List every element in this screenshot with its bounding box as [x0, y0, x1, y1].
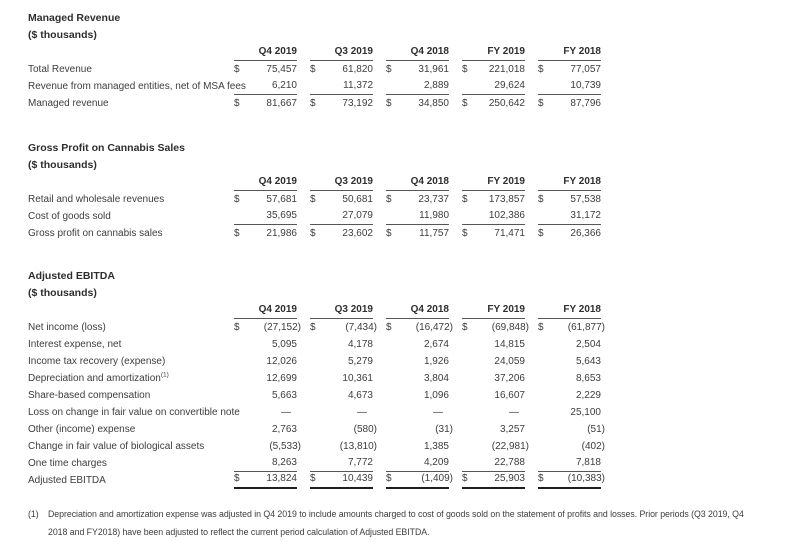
- table-managed-revenue: [28, 10, 785, 112]
- table-row: [28, 421, 785, 438]
- value-cell: [386, 387, 449, 404]
- cell-value: (61,877): [567, 322, 605, 333]
- footnote-text: Depreciation and amortization expense was adjusted in Q4 2019 to include amounts charged to cost of goods sold on the statement of profits and losses. Prior periods (Q3 2019, Q4 2018 and FY2018) have been adjusted to reflect the current period calculation of Adjusted EBITDA.: [48, 509, 744, 537]
- row-label: Adjusted EBITDA: [28, 475, 106, 486]
- value-cell: [538, 225, 601, 242]
- column-header-label: FY 2019: [487, 46, 525, 57]
- value-cell: [310, 336, 373, 353]
- cell-value: 11,372: [343, 80, 373, 91]
- dollar-sign: $: [538, 98, 544, 109]
- value-cell: [462, 95, 525, 112]
- value-cell: [538, 208, 601, 225]
- value-cell: [234, 370, 297, 387]
- value-cell: [538, 78, 601, 95]
- value-cell: [462, 455, 525, 472]
- value-cell: [310, 370, 373, 387]
- row-label: One time charges: [28, 458, 107, 469]
- row-label: Loss on change in fair value on convertible note: [28, 407, 240, 418]
- value-cell: [538, 404, 601, 421]
- table-title: Adjusted EBITDA: [28, 270, 115, 282]
- cell-value: 102,386: [488, 210, 525, 221]
- table-gross-profit-on-cannabis-sales: [28, 140, 785, 242]
- value-cell: [538, 455, 601, 472]
- cell-value: 6,210: [271, 80, 297, 91]
- column-header-label: FY 2019: [487, 176, 525, 187]
- row-label-spacer: [28, 302, 221, 319]
- column-header-label: Q4 2018: [410, 304, 449, 315]
- cell-value: 77,057: [570, 64, 601, 75]
- column-header-label: Q3 2019: [334, 304, 373, 315]
- cell-value: 4,178: [347, 339, 373, 350]
- cell-value: 4,209: [423, 457, 449, 468]
- cell-value: (27,152): [263, 322, 301, 333]
- dollar-sign: $: [234, 322, 240, 333]
- cell-value: 250,642: [488, 98, 525, 109]
- dollar-sign: $: [538, 194, 544, 205]
- cell-value: 2,504: [575, 339, 601, 350]
- table-row: [28, 404, 785, 421]
- cell-value: 10,439: [342, 473, 373, 484]
- value-cell: [310, 191, 373, 208]
- value-cell: [234, 208, 297, 225]
- cell-value: 35,695: [266, 210, 297, 221]
- dollar-sign: $: [538, 228, 544, 239]
- value-cell: [310, 404, 373, 421]
- value-cell: [386, 421, 453, 438]
- value-cell: [234, 61, 297, 78]
- value-cell: [386, 438, 449, 455]
- row-label: Managed revenue: [28, 98, 109, 109]
- value-cell: [538, 370, 601, 387]
- value-cell: [386, 370, 449, 387]
- row-label: Net income (loss): [28, 322, 106, 333]
- table-title: Managed Revenue: [28, 12, 121, 24]
- cell-value: —: [281, 407, 291, 418]
- cell-value: (22,981): [491, 441, 529, 452]
- table-row: [28, 336, 785, 353]
- cell-value: (13,810): [339, 441, 377, 452]
- cell-value: 10,739: [570, 80, 601, 91]
- dollar-sign: $: [538, 473, 544, 484]
- table-row: [28, 472, 785, 489]
- dollar-sign: $: [310, 473, 316, 484]
- table-subtitle: ($ thousands): [28, 159, 97, 171]
- value-cell: [234, 336, 297, 353]
- dollar-sign: $: [234, 98, 240, 109]
- cell-value: 1,096: [423, 390, 449, 401]
- value-cell: [538, 353, 601, 370]
- column-header: [234, 174, 297, 191]
- column-header: [310, 44, 373, 61]
- value-cell: [462, 191, 525, 208]
- header-row: [28, 174, 785, 191]
- value-cell: [234, 191, 297, 208]
- dollar-sign: $: [462, 322, 468, 333]
- table-row: [28, 353, 785, 370]
- column-header: [462, 302, 525, 319]
- column-header-label: Q3 2019: [334, 46, 373, 57]
- column-header: [310, 174, 373, 191]
- row-label: Revenue from managed entities, net of MSA fees: [28, 81, 246, 92]
- value-cell: [386, 336, 449, 353]
- table-row: [28, 438, 785, 455]
- value-cell: [234, 472, 297, 489]
- value-cell: [234, 387, 297, 404]
- value-cell: [386, 319, 453, 336]
- cell-value: 21,986: [266, 228, 297, 239]
- cell-value: 1,926: [423, 356, 449, 367]
- cell-value: 34,850: [418, 98, 449, 109]
- table-row: [28, 208, 785, 225]
- value-cell: [310, 78, 373, 95]
- value-cell: [310, 61, 373, 78]
- value-cell: [462, 421, 525, 438]
- cell-value: 71,471: [494, 228, 525, 239]
- cell-value: 22,788: [494, 457, 525, 468]
- value-cell: [462, 438, 529, 455]
- row-label: Gross profit on cannabis sales: [28, 228, 163, 239]
- column-header-label: FY 2018: [563, 304, 601, 315]
- cell-value: (10,383): [567, 473, 605, 484]
- value-cell: [310, 421, 377, 438]
- table-row: [28, 191, 785, 208]
- column-header-label: Q4 2018: [410, 46, 449, 57]
- cell-value: 7,818: [575, 457, 601, 468]
- value-cell: [386, 455, 449, 472]
- cell-value: 24,059: [494, 356, 525, 367]
- value-cell: [234, 225, 297, 242]
- header-row: [28, 302, 785, 319]
- row-label: Share-based compensation: [28, 390, 151, 401]
- table-row: [28, 370, 785, 387]
- cell-value: 5,663: [271, 390, 297, 401]
- cell-value: 31,961: [418, 64, 449, 75]
- column-header-label: FY 2018: [563, 46, 601, 57]
- dollar-sign: $: [310, 194, 316, 205]
- value-cell: [310, 455, 373, 472]
- row-label: Income tax recovery (expense): [28, 356, 166, 367]
- value-cell: [234, 404, 297, 421]
- header-row: [28, 44, 785, 61]
- cell-value: —: [433, 407, 443, 418]
- cell-value: 75,457: [266, 64, 297, 75]
- dollar-sign: $: [234, 64, 240, 75]
- value-cell: [310, 472, 373, 489]
- value-cell: [234, 455, 297, 472]
- column-header-label: Q3 2019: [334, 176, 373, 187]
- value-cell: [234, 95, 297, 112]
- value-cell: [310, 208, 373, 225]
- value-cell: [538, 95, 601, 112]
- table-row: [28, 225, 785, 242]
- value-cell: [386, 208, 449, 225]
- row-label: Retail and wholesale revenues: [28, 194, 165, 205]
- dollar-sign: $: [462, 64, 468, 75]
- dollar-sign: $: [386, 98, 392, 109]
- value-cell: [462, 387, 525, 404]
- table-row: [28, 78, 785, 95]
- value-cell: [310, 225, 373, 242]
- cell-value: 221,018: [488, 64, 525, 75]
- cell-value: (7,434): [345, 322, 377, 333]
- value-cell: [234, 421, 297, 438]
- cell-value: (1,409): [421, 473, 453, 484]
- value-cell: [310, 387, 373, 404]
- column-header-label: Q4 2018: [410, 176, 449, 187]
- cell-value: 3,257: [499, 424, 525, 435]
- value-cell: [234, 78, 297, 95]
- value-cell: [310, 438, 377, 455]
- table-row: [28, 455, 785, 472]
- dollar-sign: $: [386, 322, 392, 333]
- cell-value: 57,538: [570, 194, 601, 205]
- dollar-sign: $: [462, 228, 468, 239]
- value-cell: [462, 319, 529, 336]
- cell-value: 7,772: [347, 457, 373, 468]
- cell-value: —: [357, 407, 367, 418]
- dollar-sign: $: [310, 98, 316, 109]
- row-label-spacer: [28, 174, 221, 191]
- cell-value: 73,192: [342, 98, 373, 109]
- value-cell: [386, 472, 453, 489]
- dollar-sign: $: [462, 98, 468, 109]
- column-header: [386, 44, 449, 61]
- value-cell: [386, 353, 449, 370]
- table-subtitle: ($ thousands): [28, 29, 97, 41]
- cell-value: 50,681: [342, 194, 373, 205]
- column-header-label: FY 2019: [487, 304, 525, 315]
- cell-value: 3,804: [423, 373, 449, 384]
- row-label: Total Revenue: [28, 64, 92, 75]
- cell-value: 8,653: [575, 373, 601, 384]
- cell-value: (51): [587, 424, 605, 435]
- cell-value: 5,279: [347, 356, 373, 367]
- dollar-sign: $: [386, 228, 392, 239]
- cell-value: 57,681: [266, 194, 297, 205]
- cell-value: 2,763: [271, 424, 297, 435]
- cell-value: 11,980: [419, 210, 449, 221]
- value-cell: [462, 353, 525, 370]
- value-cell: [386, 404, 449, 421]
- row-label: Change in fair value of biological assets: [28, 441, 205, 452]
- cell-value: 4,673: [347, 390, 373, 401]
- cell-value: 61,820: [342, 64, 373, 75]
- value-cell: [538, 472, 605, 489]
- column-header: [234, 44, 297, 61]
- value-cell: [386, 191, 449, 208]
- table-row: [28, 387, 785, 404]
- cell-value: 37,206: [494, 373, 525, 384]
- cell-value: 5,095: [271, 339, 297, 350]
- value-cell: [538, 387, 601, 404]
- cell-value: 23,602: [342, 228, 373, 239]
- cell-value: 2,674: [423, 339, 449, 350]
- value-cell: [386, 78, 449, 95]
- value-cell: [462, 404, 525, 421]
- cell-value: (580): [353, 424, 377, 435]
- column-header: [386, 174, 449, 191]
- cell-value: 13,824: [266, 473, 297, 484]
- cell-value: 11,757: [419, 228, 449, 239]
- dollar-sign: $: [462, 473, 468, 484]
- value-cell: [538, 191, 601, 208]
- dollar-sign: $: [538, 322, 544, 333]
- cell-value: 27,079: [342, 210, 373, 221]
- dollar-sign: $: [234, 473, 240, 484]
- column-header-label: Q4 2019: [258, 46, 297, 57]
- value-cell: [462, 78, 525, 95]
- value-cell: [310, 319, 377, 336]
- dollar-sign: $: [234, 194, 240, 205]
- cell-value: 81,667: [266, 98, 297, 109]
- table-subtitle: ($ thousands): [28, 287, 97, 299]
- table-adjusted-ebitda: [28, 268, 785, 489]
- row-label: Cost of goods sold: [28, 211, 111, 222]
- footnote-ref: (1): [160, 371, 169, 379]
- value-cell: [538, 336, 601, 353]
- value-cell: [462, 61, 525, 78]
- column-header: [538, 174, 601, 191]
- value-cell: [386, 95, 449, 112]
- cell-value: (31): [435, 424, 453, 435]
- value-cell: [462, 336, 525, 353]
- dollar-sign: $: [386, 473, 392, 484]
- cell-value: 2,229: [575, 390, 601, 401]
- table-row: [28, 61, 785, 78]
- cell-value: (5,533): [269, 441, 301, 452]
- cell-value: 25,903: [494, 473, 525, 484]
- cell-value: (69,848): [491, 322, 529, 333]
- column-header: [310, 302, 373, 319]
- column-header: [538, 44, 601, 61]
- cell-value: 31,172: [570, 210, 601, 221]
- footnote: [28, 505, 785, 541]
- column-header-label: FY 2018: [563, 176, 601, 187]
- dollar-sign: $: [462, 194, 468, 205]
- dollar-sign: $: [310, 64, 316, 75]
- cell-value: —: [509, 407, 519, 418]
- row-label: Depreciation and amortization$^{(1)}$: [28, 371, 169, 384]
- cell-value: 8,263: [271, 457, 297, 468]
- dollar-sign: $: [386, 64, 392, 75]
- tables-container: [28, 10, 785, 489]
- cell-value: 12,699: [266, 373, 297, 384]
- cell-value: 1,385: [423, 441, 449, 452]
- value-cell: [462, 472, 525, 489]
- value-cell: [538, 438, 605, 455]
- column-header: [462, 174, 525, 191]
- footnote-marker: (1): [28, 509, 39, 519]
- cell-value: 10,361: [342, 373, 373, 384]
- value-cell: [234, 438, 301, 455]
- column-header-label: Q4 2019: [258, 176, 297, 187]
- row-label: Other (income) expense: [28, 424, 136, 435]
- column-header: [538, 302, 601, 319]
- cell-value: 2,889: [423, 80, 449, 91]
- value-cell: [538, 319, 605, 336]
- cell-value: 14,815: [494, 339, 525, 350]
- cell-value: (16,472): [415, 322, 453, 333]
- dollar-sign: $: [310, 322, 316, 333]
- table-row: [28, 95, 785, 112]
- value-cell: [538, 421, 605, 438]
- value-cell: [234, 319, 301, 336]
- cell-value: 173,857: [488, 194, 525, 205]
- cell-value: 12,026: [266, 356, 297, 367]
- column-header-label: Q4 2019: [258, 304, 297, 315]
- column-header: [462, 44, 525, 61]
- value-cell: [310, 353, 373, 370]
- dollar-sign: $: [538, 64, 544, 75]
- column-header: [234, 302, 297, 319]
- cell-value: (402): [581, 441, 605, 452]
- dollar-sign: $: [386, 194, 392, 205]
- dollar-sign: $: [310, 228, 316, 239]
- cell-value: 5,643: [575, 356, 601, 367]
- value-cell: [462, 208, 525, 225]
- cell-value: 87,796: [570, 98, 601, 109]
- cell-value: 26,366: [570, 228, 601, 239]
- value-cell: [234, 353, 297, 370]
- value-cell: [462, 225, 525, 242]
- value-cell: [386, 225, 449, 242]
- table-title: Gross Profit on Cannabis Sales: [28, 142, 185, 154]
- cell-value: 29,624: [494, 80, 525, 91]
- cell-value: 16,607: [494, 390, 525, 401]
- value-cell: [310, 95, 373, 112]
- row-label: Interest expense, net: [28, 339, 122, 350]
- cell-value: 25,100: [570, 407, 601, 418]
- value-cell: [462, 370, 525, 387]
- row-label-spacer: [28, 44, 221, 61]
- table-row: [28, 319, 785, 336]
- cell-value: 23,737: [418, 194, 449, 205]
- dollar-sign: $: [234, 228, 240, 239]
- column-header: [386, 302, 449, 319]
- value-cell: [386, 61, 449, 78]
- value-cell: [538, 61, 601, 78]
